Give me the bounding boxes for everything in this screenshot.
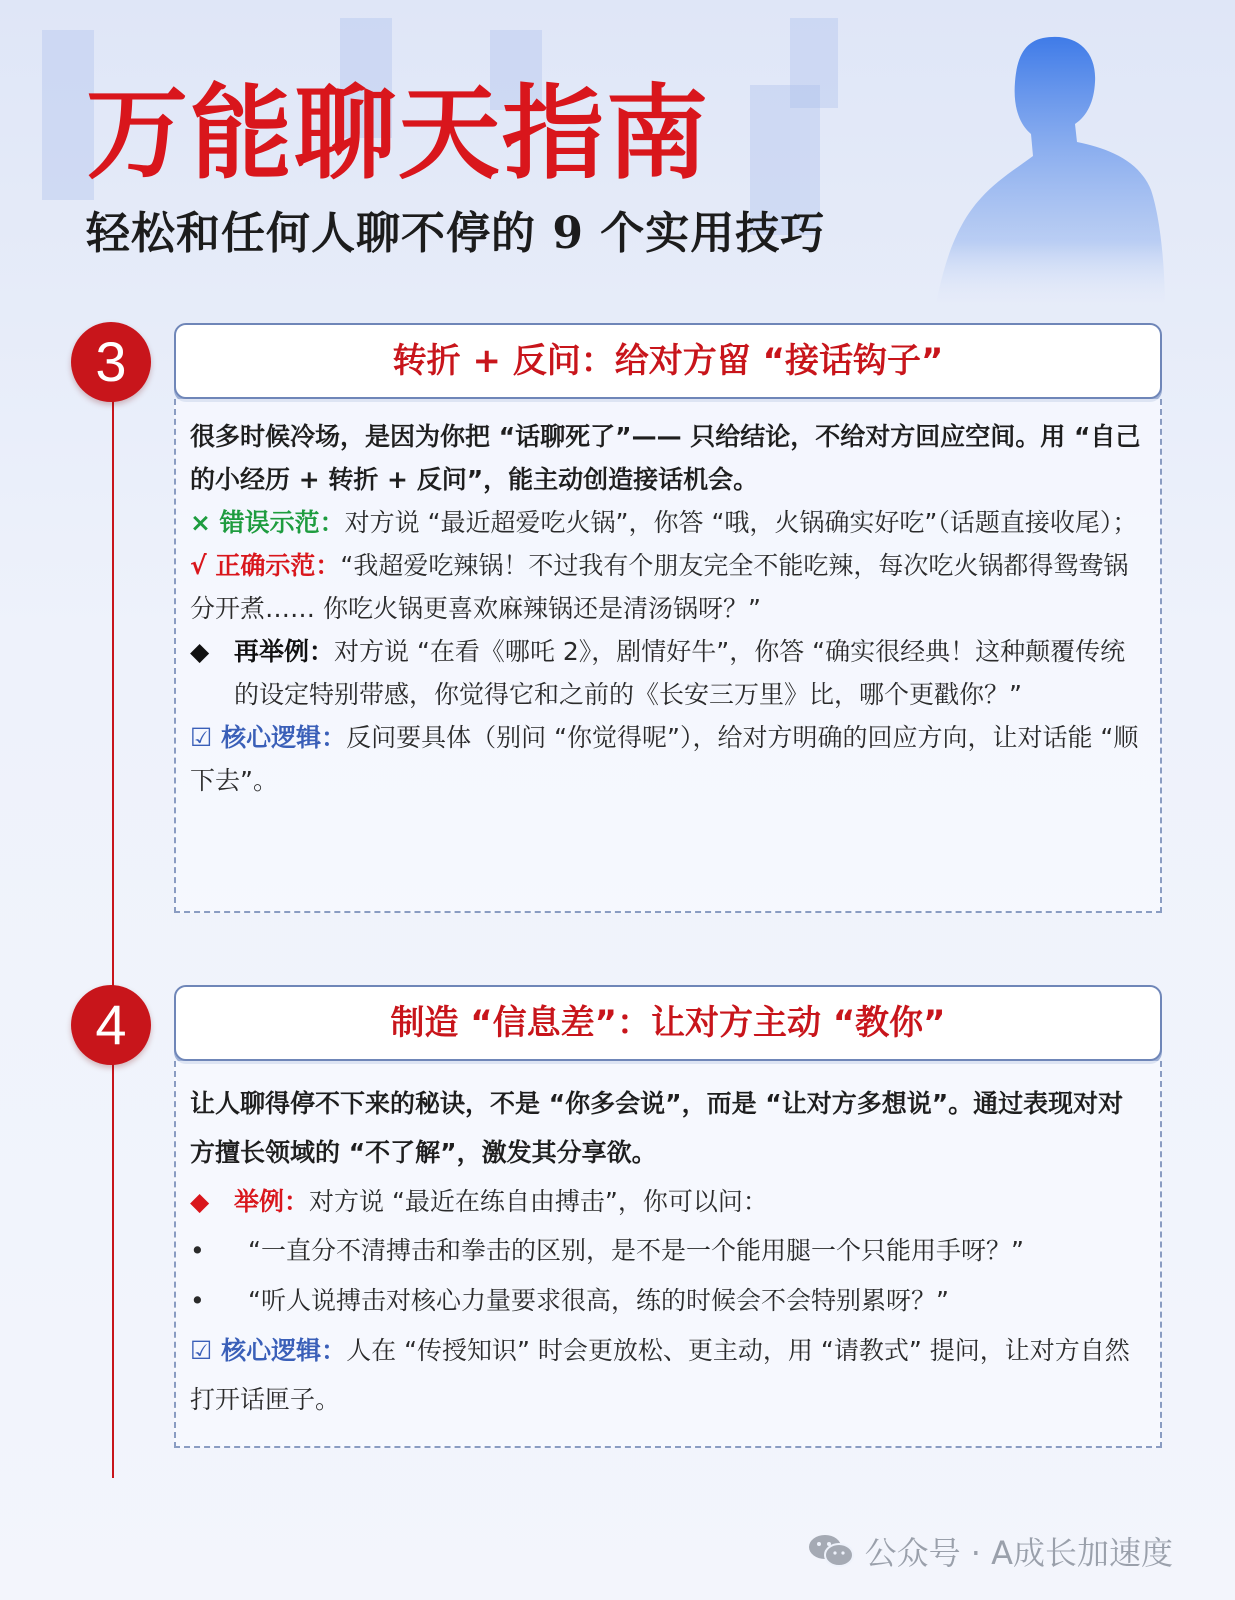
list-item-text: “一直分不清搏击和拳击的区别，是不是一个能用腿一个只能用手呀？” bbox=[248, 1236, 1024, 1265]
core-logic-text: 人在 “传授知识” 时会更放松、更主动，用 “请教式” 提问，让对方自然打开话匣子。 bbox=[190, 1336, 1130, 1414]
example bbox=[190, 1177, 1146, 1226]
wechat-icon bbox=[807, 1533, 855, 1569]
list-item bbox=[190, 1276, 1146, 1326]
section-content bbox=[174, 399, 1162, 913]
core-logic-text: 反问要具体（别问 “你觉得呢”），给对方明确的回应方向，让对话能 “顺下去”。 bbox=[190, 723, 1139, 795]
footer-account bbox=[807, 1528, 1173, 1574]
core-logic bbox=[190, 716, 1146, 802]
right-example-text: “我超爱吃辣锅！不过我有个朋友完全不能吃辣，每次吃火锅都得鸳鸯锅分开煮…… 你吃火锅更喜欢麻辣锅还是清汤锅呀？” bbox=[190, 551, 1129, 623]
right-example-label: √ 正确示范： bbox=[190, 551, 341, 580]
section-intro: 让人聊得停不下来的秘诀，不是 “你多会说”，而是 “让对方多想说”。通过表现对对方擅长领域的 “不了解”，激发其分享欲。 bbox=[190, 1089, 1124, 1167]
another-example-text: 对方说 “在看《哪吒 2》，剧情好牛”，你答 “确实很经典！这种颠覆传统的设定特别带感，你觉得它和之前的《长安三万里》比，哪个更戳你？” bbox=[234, 637, 1126, 709]
bullet-icon: • bbox=[190, 1286, 205, 1315]
core-logic-label: ☑ 核心逻辑： bbox=[190, 1336, 347, 1365]
list-item-text: “听人说搏击对核心力量要求很高，练的时候会不会特别累呀？” bbox=[248, 1286, 949, 1315]
section-number-badge: 3 bbox=[71, 322, 151, 402]
timeline-line bbox=[112, 400, 114, 1478]
core-logic-label: ☑ 核心逻辑： bbox=[190, 723, 347, 752]
example-text: 对方说 “最近在练自由搏击”，你可以问： bbox=[309, 1187, 768, 1216]
background-bar bbox=[790, 18, 838, 108]
section-number-badge: 4 bbox=[71, 985, 151, 1065]
diamond-icon: ◆ bbox=[190, 1187, 210, 1216]
person-silhouette-icon bbox=[925, 20, 1165, 310]
section-intro: 很多时候冷场，是因为你把 “话聊死了”—— 只给结论，不给对方回应空间。用 “自己的小经历 + 转折 + 反问”，能主动创造接话机会。 bbox=[190, 422, 1141, 494]
section-content bbox=[174, 1061, 1162, 1448]
section-heading: 转折 + 反问：给对方留 “接话钩子” bbox=[174, 323, 1162, 399]
wrong-example-text: 对方说 “最近超爱吃火锅”，你答 “哦，火锅确实好吃”（话题直接收尾）； bbox=[344, 508, 1138, 537]
bullet-icon: • bbox=[190, 1236, 205, 1265]
diamond-icon: ◆ bbox=[190, 637, 210, 666]
page-subtitle: 轻松和任何人聊不停的 9 个实用技巧 bbox=[86, 208, 826, 259]
core-logic bbox=[190, 1326, 1146, 1424]
page-title: 万能聊天指南 bbox=[86, 74, 710, 194]
section-heading: 制造 “信息差”：让对方主动 “教你” bbox=[174, 985, 1162, 1061]
wrong-example-label: × 错误示范： bbox=[190, 508, 345, 537]
list-item bbox=[190, 1226, 1146, 1276]
footer-text: 公众号 · A成长加速度 bbox=[864, 1534, 1173, 1572]
another-example-label: 再举例： bbox=[234, 637, 335, 666]
right-example bbox=[190, 544, 1146, 630]
example-label: 举例： bbox=[234, 1187, 310, 1216]
wrong-example bbox=[190, 501, 1146, 544]
another-example bbox=[190, 630, 1146, 716]
